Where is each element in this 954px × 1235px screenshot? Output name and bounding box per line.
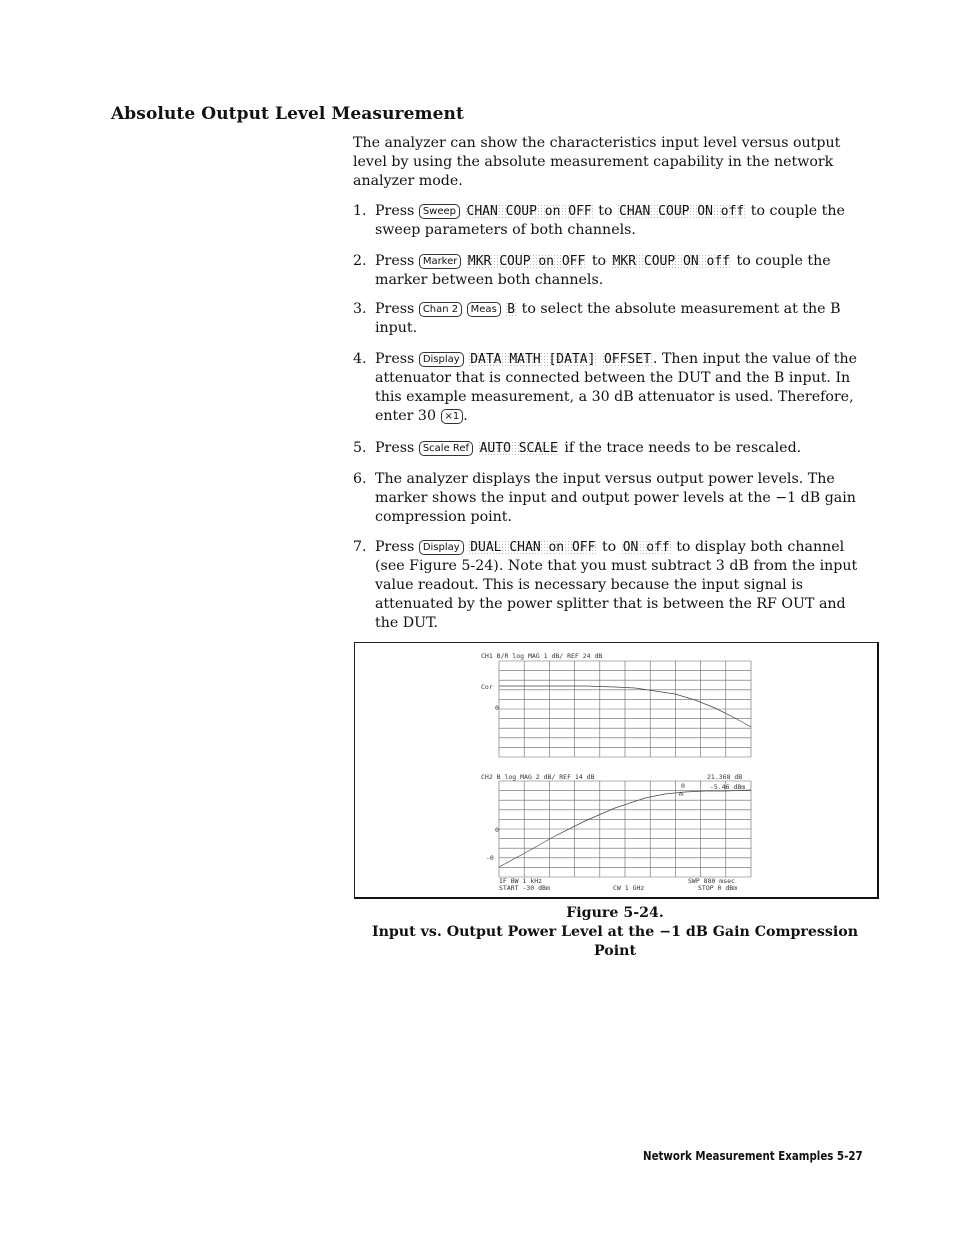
ch2-grid — [499, 781, 751, 877]
step-text: The analyzer displays the input versus output power levels. The marker shows the input and output power levels at the −1 dB gain compression point. — [375, 471, 856, 525]
step-text: . Then input the value of the attenuator that is connected between the DUT and the B input. In this example measurement, a 30 dB attenuator is used. Therefore, enter 30 — [375, 351, 858, 424]
step-number: 1. — [353, 203, 367, 219]
analyzer-display — [355, 643, 877, 897]
start-label: START -30 dBm — [499, 884, 550, 892]
page-footer: Network Measurement Examples 5-27 — [643, 1148, 863, 1163]
step-text: to display both channel (see Figure 5-24). Note that you must subtract 3 dB from the input value readout. This is necessary because the input signal is attenuated by the power splitter that is between the RF OUT and the DUT. — [375, 539, 858, 631]
step-1 — [353, 202, 873, 240]
section-heading: Absolute Output Level Measurement — [111, 104, 464, 124]
step-number: 4. — [353, 351, 367, 367]
step-text: to — [598, 203, 613, 219]
step-text: to — [591, 253, 607, 269]
cw-label: CW 1 GHz — [613, 884, 645, 892]
sweep-hardkey[interactable]: Sweep — [419, 204, 460, 219]
step-text: . — [463, 408, 468, 424]
step-text: to couple the marker between both channels. — [375, 253, 831, 288]
step-4 — [353, 350, 873, 426]
dual-chan-softkey-on[interactable]: ON off — [622, 540, 670, 555]
scale-ref-hardkey[interactable]: Scale Ref — [419, 441, 473, 456]
marker-hardkey[interactable]: Marker — [419, 254, 462, 269]
step-number: 7. — [353, 539, 367, 555]
ch2-ref-label: 0 — [495, 826, 499, 834]
b-softkey[interactable]: B — [507, 302, 516, 317]
ch1-header: CH1 B/R log MAG 1 dB/ REF 24 dB — [481, 652, 603, 660]
step-text: Press — [375, 253, 415, 269]
analyzer-screen-figure — [354, 642, 879, 899]
marker-number: 0 — [681, 782, 685, 790]
step-text: if the trace needs to be rescaled. — [564, 440, 802, 456]
intro-paragraph: The analyzer can show the characteristics input level versus output level by using the absolute measurement capability in the network analyzer mode. — [353, 135, 841, 189]
chan-coup-softkey-on[interactable]: CHAN COUP ON off — [619, 204, 745, 219]
step-7 — [353, 538, 873, 633]
sweep-time-label: SWP 880 msec — [688, 877, 735, 885]
figure-title: Input vs. Output Power Level at the −1 dB Gain Compression — [371, 924, 859, 940]
figure-title-line2: Point — [593, 943, 636, 959]
meas-hardkey[interactable]: Meas — [467, 302, 501, 317]
offset-softkey[interactable]: OFFSET — [603, 352, 651, 367]
mkr-coup-softkey-on[interactable]: MKR COUP ON off — [612, 254, 730, 269]
if-bw-label: IF BW 1 kHz — [499, 877, 543, 885]
step-5 — [353, 439, 873, 458]
ch1-ref-label: 0 — [495, 704, 499, 712]
step-text: Press — [375, 301, 415, 317]
step-number: 2. — [353, 253, 367, 269]
data-math-softkey[interactable]: DATA MATH [DATA] — [470, 352, 596, 367]
mkr-coup-softkey-off[interactable]: MKR COUP on OFF — [467, 254, 586, 269]
ch1-grid — [499, 661, 751, 757]
ch2-marker-value: 21.368 dB — [707, 773, 743, 781]
step-text: Press — [375, 351, 415, 367]
step-text: to select the absolute measurement at the B input. — [375, 301, 841, 336]
step-6 — [353, 470, 873, 527]
step-number: 5. — [353, 440, 367, 456]
auto-scale-softkey[interactable]: AUTO SCALE — [479, 441, 558, 456]
step-number: 3. — [353, 301, 367, 317]
ch1-cor-label: Cor — [481, 683, 493, 691]
display-hardkey[interactable]: Display — [419, 540, 464, 555]
figure-label: Figure 5-24. — [566, 905, 664, 921]
step-number: 6. — [353, 471, 367, 487]
step-text: to — [601, 539, 617, 555]
step-2 — [353, 252, 873, 290]
step-3 — [353, 300, 873, 338]
ch2-header: CH2 B log MAG 2 dB/ REF 14 dB — [481, 773, 595, 781]
step-text: Press — [375, 539, 415, 555]
step-text: Press — [375, 440, 415, 456]
chan-2-hardkey[interactable]: Chan 2 — [419, 302, 462, 317]
step-text: Press — [375, 203, 415, 219]
ch2-neg-label: -0 — [486, 854, 494, 862]
ch2-marker-power: -5.46 dBm — [710, 783, 746, 791]
x1-hardkey[interactable]: ×1 — [441, 409, 464, 424]
step-text: to couple the sweep parameters of both channels. — [375, 203, 845, 238]
stop-label: STOP 0 dBm — [698, 884, 738, 892]
display-hardkey[interactable]: Display — [419, 352, 464, 367]
chan-coup-softkey-off[interactable]: CHAN COUP on OFF — [466, 204, 592, 219]
dual-chan-softkey-off[interactable]: DUAL CHAN on OFF — [470, 540, 596, 555]
